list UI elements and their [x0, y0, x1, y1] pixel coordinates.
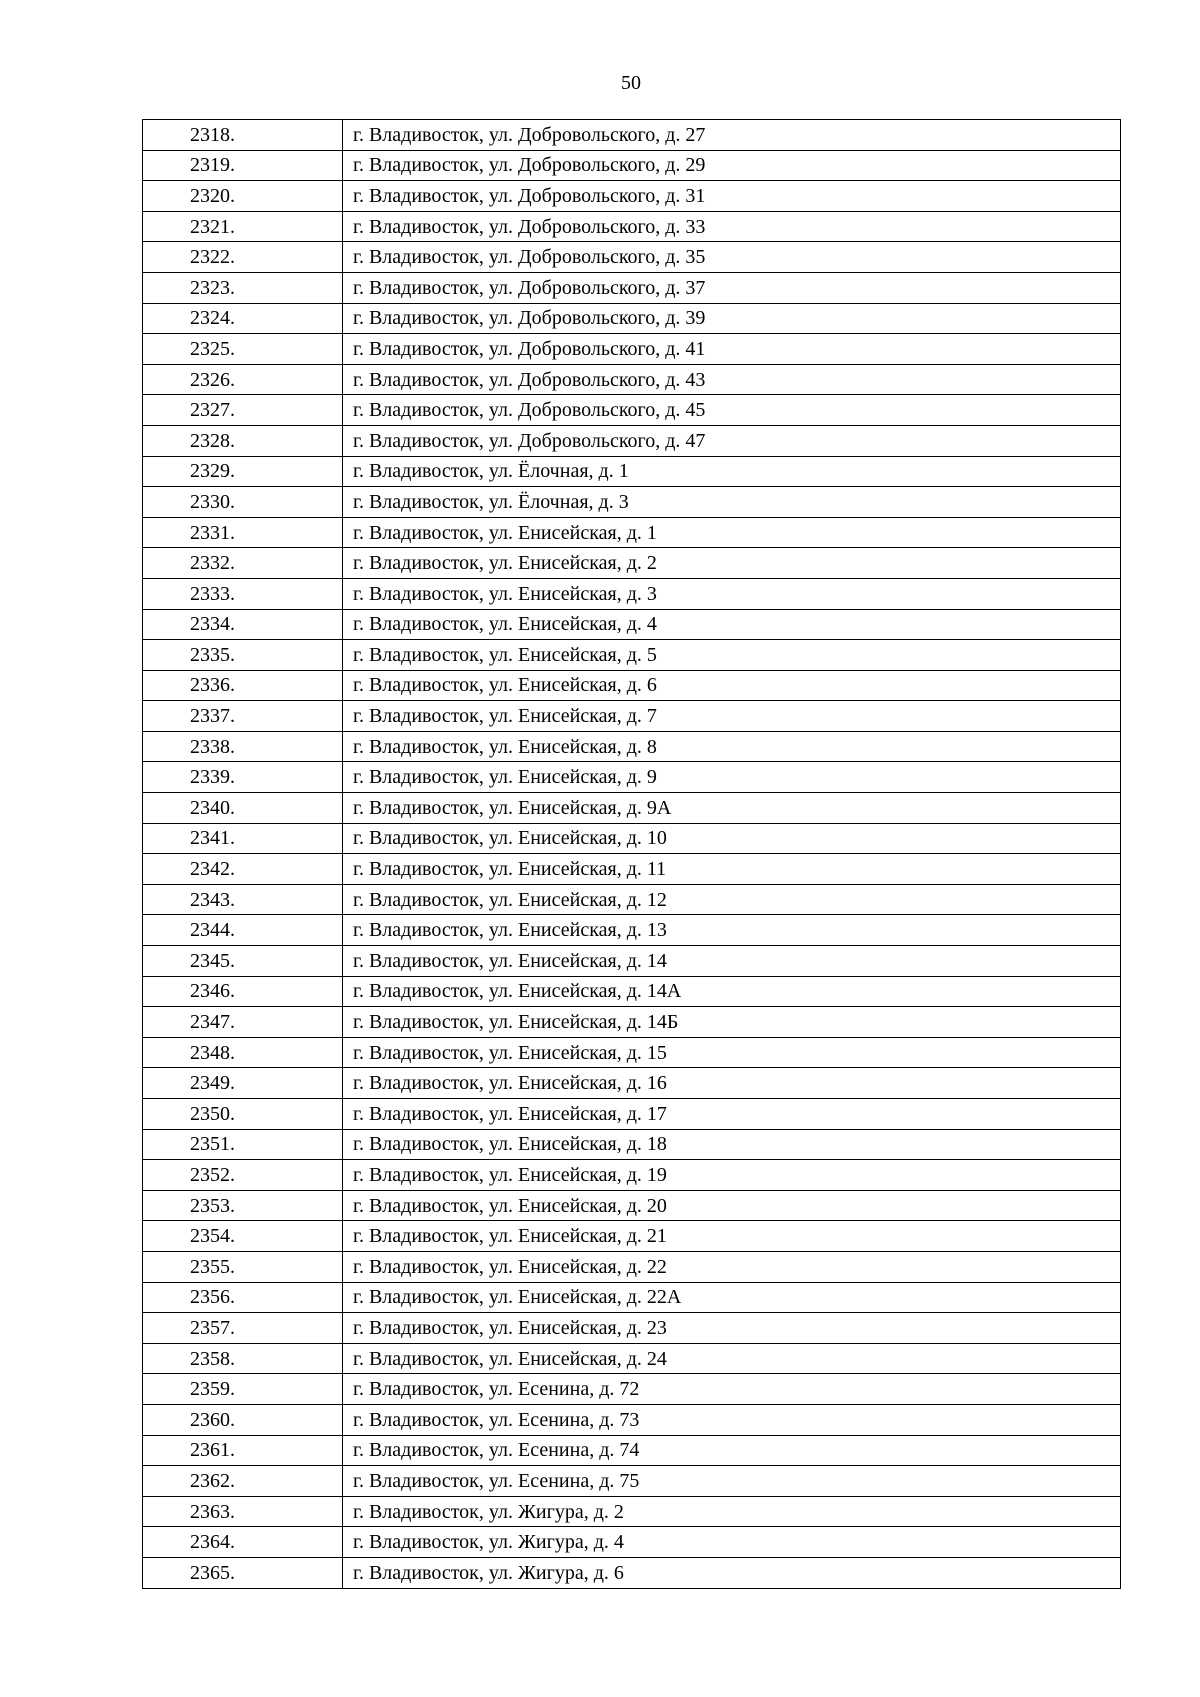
row-address: г. Владивосток, ул. Енисейская, д. 22А — [343, 1282, 1121, 1313]
table-row — [143, 487, 1121, 518]
row-number: 2326. — [143, 364, 343, 395]
row-number: 2329. — [143, 456, 343, 487]
row-address: г. Владивосток, ул. Енисейская, д. 14Б — [343, 1007, 1121, 1038]
address-table — [142, 119, 1121, 1589]
row-number: 2332. — [143, 548, 343, 579]
row-address: г. Владивосток, ул. Ёлочная, д. 3 — [343, 487, 1121, 518]
table-row — [143, 517, 1121, 548]
row-address: г. Владивосток, ул. Добровольского, д. 29 — [343, 150, 1121, 181]
row-number: 2346. — [143, 976, 343, 1007]
table-row — [143, 1343, 1121, 1374]
table-row — [143, 1466, 1121, 1497]
row-address: г. Владивосток, ул. Есенина, д. 73 — [343, 1404, 1121, 1435]
table-row — [143, 1404, 1121, 1435]
row-address: г. Владивосток, ул. Енисейская, д. 10 — [343, 823, 1121, 854]
row-address: г. Владивосток, ул. Енисейская, д. 11 — [343, 854, 1121, 885]
row-number: 2327. — [143, 395, 343, 426]
table-row — [143, 242, 1121, 273]
row-number: 2334. — [143, 609, 343, 640]
row-number: 2359. — [143, 1374, 343, 1405]
row-address: г. Владивосток, ул. Енисейская, д. 19 — [343, 1160, 1121, 1191]
row-number: 2333. — [143, 578, 343, 609]
table-row — [143, 1221, 1121, 1252]
row-address: г. Владивосток, ул. Енисейская, д. 5 — [343, 640, 1121, 671]
row-address: г. Владивосток, ул. Енисейская, д. 6 — [343, 670, 1121, 701]
row-number: 2363. — [143, 1496, 343, 1527]
row-number: 2325. — [143, 334, 343, 365]
row-number: 2365. — [143, 1557, 343, 1588]
row-number: 2347. — [143, 1007, 343, 1038]
row-number: 2330. — [143, 487, 343, 518]
row-address: г. Владивосток, ул. Добровольского, д. 27 — [343, 120, 1121, 151]
row-address: г. Владивосток, ул. Енисейская, д. 1 — [343, 517, 1121, 548]
row-address: г. Владивосток, ул. Енисейская, д. 9А — [343, 793, 1121, 824]
table-row — [143, 456, 1121, 487]
table-row — [143, 211, 1121, 242]
table-row — [143, 701, 1121, 732]
row-address: г. Владивосток, ул. Енисейская, д. 16 — [343, 1068, 1121, 1099]
row-number: 2364. — [143, 1527, 343, 1558]
row-number: 2339. — [143, 762, 343, 793]
row-number: 2323. — [143, 272, 343, 303]
row-number: 2355. — [143, 1251, 343, 1282]
row-address: г. Владивосток, ул. Енисейская, д. 7 — [343, 701, 1121, 732]
table-row — [143, 1007, 1121, 1038]
row-number: 2324. — [143, 303, 343, 334]
row-number: 2340. — [143, 793, 343, 824]
table-row — [143, 1374, 1121, 1405]
table-row — [143, 793, 1121, 824]
address-table-body — [143, 120, 1121, 1589]
row-address: г. Владивосток, ул. Енисейская, д. 22 — [343, 1251, 1121, 1282]
table-row — [143, 120, 1121, 151]
table-row — [143, 1496, 1121, 1527]
table-row — [143, 1251, 1121, 1282]
row-number: 2350. — [143, 1099, 343, 1130]
table-row — [143, 1037, 1121, 1068]
table-row — [143, 364, 1121, 395]
table-row — [143, 1557, 1121, 1588]
row-number: 2348. — [143, 1037, 343, 1068]
row-address: г. Владивосток, ул. Енисейская, д. 13 — [343, 915, 1121, 946]
row-number: 2351. — [143, 1129, 343, 1160]
row-number: 2320. — [143, 181, 343, 212]
table-row — [143, 1435, 1121, 1466]
table-row — [143, 1313, 1121, 1344]
table-row — [143, 303, 1121, 334]
table-row — [143, 395, 1121, 426]
row-number: 2336. — [143, 670, 343, 701]
table-row — [143, 609, 1121, 640]
row-number: 2321. — [143, 211, 343, 242]
row-number: 2337. — [143, 701, 343, 732]
table-row — [143, 762, 1121, 793]
row-number: 2318. — [143, 120, 343, 151]
row-address: г. Владивосток, ул. Добровольского, д. 37 — [343, 272, 1121, 303]
row-number: 2362. — [143, 1466, 343, 1497]
row-address: г. Владивосток, ул. Добровольского, д. 31 — [343, 181, 1121, 212]
row-number: 2360. — [143, 1404, 343, 1435]
row-number: 2358. — [143, 1343, 343, 1374]
row-number: 2328. — [143, 425, 343, 456]
row-address: г. Владивосток, ул. Енисейская, д. 18 — [343, 1129, 1121, 1160]
row-address: г. Владивосток, ул. Добровольского, д. 47 — [343, 425, 1121, 456]
row-address: г. Владивосток, ул. Енисейская, д. 17 — [343, 1099, 1121, 1130]
row-number: 2356. — [143, 1282, 343, 1313]
table-row — [143, 976, 1121, 1007]
table-row — [143, 915, 1121, 946]
table-row — [143, 823, 1121, 854]
table-row — [143, 884, 1121, 915]
table-row — [143, 1068, 1121, 1099]
table-row — [143, 1099, 1121, 1130]
table-row — [143, 272, 1121, 303]
table-row — [143, 1160, 1121, 1191]
row-number: 2349. — [143, 1068, 343, 1099]
row-number: 2319. — [143, 150, 343, 181]
row-address: г. Владивосток, ул. Жигура, д. 4 — [343, 1527, 1121, 1558]
row-address: г. Владивосток, ул. Есенина, д. 74 — [343, 1435, 1121, 1466]
row-address: г. Владивосток, ул. Енисейская, д. 4 — [343, 609, 1121, 640]
row-number: 2345. — [143, 946, 343, 977]
table-row — [143, 854, 1121, 885]
row-number: 2352. — [143, 1160, 343, 1191]
row-address: г. Владивосток, ул. Енисейская, д. 14А — [343, 976, 1121, 1007]
row-number: 2354. — [143, 1221, 343, 1252]
row-address: г. Владивосток, ул. Добровольского, д. 45 — [343, 395, 1121, 426]
table-row — [143, 1527, 1121, 1558]
row-address: г. Владивосток, ул. Есенина, д. 72 — [343, 1374, 1121, 1405]
table-row — [143, 1190, 1121, 1221]
row-number: 2353. — [143, 1190, 343, 1221]
row-number: 2331. — [143, 517, 343, 548]
row-address: г. Владивосток, ул. Енисейская, д. 21 — [343, 1221, 1121, 1252]
row-address: г. Владивосток, ул. Енисейская, д. 3 — [343, 578, 1121, 609]
table-row — [143, 181, 1121, 212]
table-row — [143, 578, 1121, 609]
row-address: г. Владивосток, ул. Добровольского, д. 41 — [343, 334, 1121, 365]
row-number: 2322. — [143, 242, 343, 273]
row-number: 2335. — [143, 640, 343, 671]
table-row — [143, 731, 1121, 762]
row-address: г. Владивосток, ул. Жигура, д. 6 — [343, 1557, 1121, 1588]
table-row — [143, 640, 1121, 671]
table-row — [143, 670, 1121, 701]
row-number: 2357. — [143, 1313, 343, 1344]
row-address: г. Владивосток, ул. Енисейская, д. 15 — [343, 1037, 1121, 1068]
row-number: 2361. — [143, 1435, 343, 1466]
table-row — [143, 1282, 1121, 1313]
row-address: г. Владивосток, ул. Енисейская, д. 12 — [343, 884, 1121, 915]
row-address: г. Владивосток, ул. Енисейская, д. 20 — [343, 1190, 1121, 1221]
row-number: 2338. — [143, 731, 343, 762]
table-row — [143, 946, 1121, 977]
row-address: г. Владивосток, ул. Добровольского, д. 39 — [343, 303, 1121, 334]
row-address: г. Владивосток, ул. Жигура, д. 2 — [343, 1496, 1121, 1527]
table-row — [143, 425, 1121, 456]
page-number: 50 — [621, 72, 641, 94]
row-address: г. Владивосток, ул. Добровольского, д. 33 — [343, 211, 1121, 242]
row-number: 2342. — [143, 854, 343, 885]
row-address: г. Владивосток, ул. Добровольского, д. 43 — [343, 364, 1121, 395]
row-address: г. Владивосток, ул. Енисейская, д. 24 — [343, 1343, 1121, 1374]
table-row — [143, 1129, 1121, 1160]
table-row — [143, 548, 1121, 579]
row-number: 2344. — [143, 915, 343, 946]
row-address: г. Владивосток, ул. Енисейская, д. 14 — [343, 946, 1121, 977]
row-address: г. Владивосток, ул. Енисейская, д. 8 — [343, 731, 1121, 762]
row-address: г. Владивосток, ул. Добровольского, д. 35 — [343, 242, 1121, 273]
row-address: г. Владивосток, ул. Енисейская, д. 23 — [343, 1313, 1121, 1344]
row-number: 2341. — [143, 823, 343, 854]
row-address: г. Владивосток, ул. Есенина, д. 75 — [343, 1466, 1121, 1497]
table-row — [143, 334, 1121, 365]
table-row — [143, 150, 1121, 181]
row-address: г. Владивосток, ул. Енисейская, д. 9 — [343, 762, 1121, 793]
row-address: г. Владивосток, ул. Ёлочная, д. 1 — [343, 456, 1121, 487]
row-number: 2343. — [143, 884, 343, 915]
row-address: г. Владивосток, ул. Енисейская, д. 2 — [343, 548, 1121, 579]
